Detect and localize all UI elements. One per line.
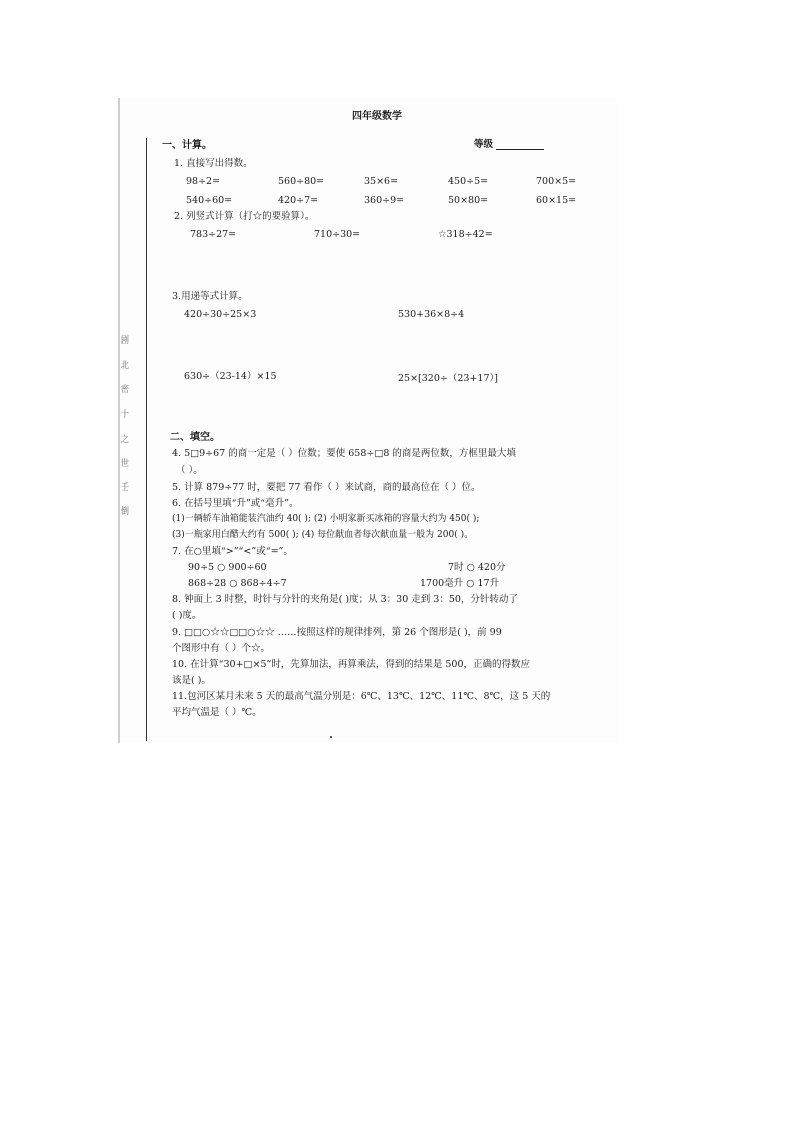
side-mark: 之 [120, 435, 130, 445]
q1-item: 560÷80= [278, 176, 325, 187]
grade-blank [496, 149, 544, 150]
q1-item: 50×80= [448, 195, 489, 206]
q3-item: 530+36×8÷4 [398, 309, 465, 320]
q3-item: 630÷（23-14）×15 [184, 371, 277, 382]
fill-line: 11.包河区某月未来 5 天的最高气温分别是：6℃、13℃、12℃、11℃、8℃，这 5 天的 [172, 691, 551, 702]
side-mark: 倒 [120, 507, 130, 517]
fill-line: 4. 5□9÷67 的商一定是（ ）位数；要使 658÷□8 的商是两位数，方框里最大填 [172, 448, 516, 459]
fill-line: （ ）。 [176, 465, 203, 476]
q1-item: 60×15= [536, 195, 577, 206]
section1-title: 一、计算。 [162, 140, 212, 151]
q1-item: 450÷5= [448, 176, 489, 187]
q1-item: 35×6= [364, 176, 399, 187]
q2-item: ☆318÷42= [438, 229, 493, 240]
q3-item: 25×[320÷（23+17）] [398, 373, 498, 384]
compare-item: 868÷28 ○ 868÷4÷7 [188, 578, 287, 589]
q2-item: 710÷30= [314, 229, 361, 240]
side-mark: 剧 [120, 336, 130, 346]
fill-line: 5. 计算 879÷77 时，要把 77 看作（ ）来试商，商的最高位在（ ）位。 [172, 482, 481, 493]
q1-item: 360÷9= [364, 195, 405, 206]
compare-item: 7时 ○ 420分 [448, 562, 506, 573]
fill-line: 7. 在○里填“>”“<”或“=”。 [172, 546, 293, 557]
side-mark: 密 [120, 385, 130, 395]
fill-line: 个图形中有（ ）个☆。 [172, 643, 271, 654]
compare-item: 1700毫升 ○ 17升 [420, 578, 500, 589]
fill-line: 平均气温是（ ）℃。 [172, 707, 262, 718]
q1-item: 98÷2= [186, 176, 221, 187]
side-mark: 北 [120, 361, 130, 371]
fill-line: 9. □□○☆☆□□○☆☆ ……按照这样的规律排列，第 26 个图形是( )，前 99 [172, 627, 502, 638]
compare-item: 90÷5 ○ 900÷60 [188, 562, 267, 573]
q2-label: 2. 列竖式计算（打☆的要验算）。 [174, 211, 315, 222]
q3-item: 420÷30÷25×3 [184, 309, 257, 320]
q2-item: 783÷27= [190, 229, 237, 240]
side-mark: 世 [120, 459, 130, 469]
fill-line: ( )度。 [172, 610, 202, 621]
page-title: 四年级数学 [352, 111, 402, 122]
fill-line: (1)一辆轿车油箱能装汽油约 40( ); (2) 小明家新买冰箱的容量大约为 450( ); [172, 514, 480, 524]
fill-line: 6. 在括号里填“升”或“毫升”。 [172, 498, 299, 509]
q1-label: 1. 直接写出得数。 [174, 158, 253, 169]
q1-item: 700×5= [536, 176, 577, 187]
grade-label: 等级 [474, 139, 494, 150]
q1-item: 420÷7= [278, 195, 319, 206]
fill-line: (3)一瓶家用白醋大约有 500( ); (4) 每位献血者每次献血量一般为 200( )。 [172, 530, 474, 540]
q1-item: 540÷60= [186, 195, 233, 206]
page-dot [330, 736, 332, 738]
fill-line: 10. 在计算“30+□×5”时，先算加法，再算乘法，得到的结果是 500，正确的得数应 [172, 659, 531, 670]
side-mark: 十 [120, 410, 130, 420]
fill-line: 8. 钟面上 3 时整，时针与分针的夹角是( )度；从 3：30 走到 3：50，分针转动了 [172, 594, 518, 605]
paper-edge [118, 98, 120, 743]
q3-label: 3.用递等式计算。 [172, 291, 248, 302]
fill-line: 该是( )。 [172, 675, 211, 686]
section2-title: 二、填空。 [170, 432, 220, 443]
side-mark: 壬 [120, 483, 130, 493]
binding-margin-line [146, 138, 147, 741]
